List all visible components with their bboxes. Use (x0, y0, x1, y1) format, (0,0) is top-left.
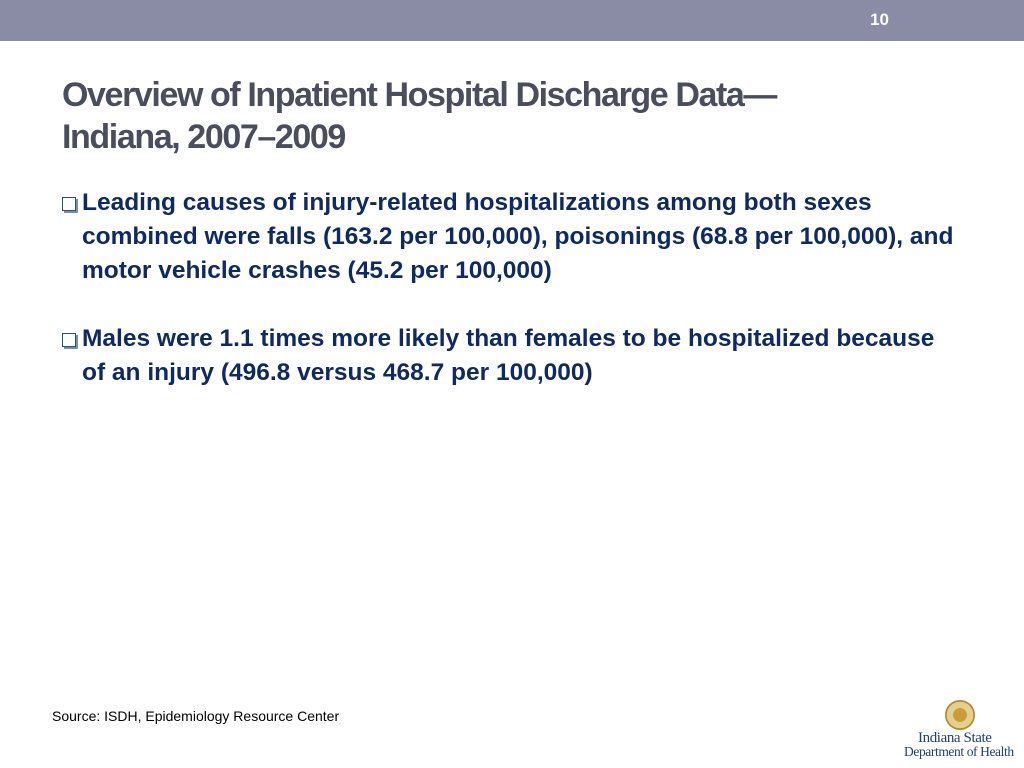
slide-number: 10 (870, 10, 889, 29)
bullet-item (62, 186, 962, 288)
bullet-text: Leading causes of injury-related hospitalizations among both sexes combined were falls (163.2 per 100,000), poisonings (68.8 per 100,000), and motor vehicle crashes (45.2 per 100,000) (82, 189, 954, 284)
state-seal-icon (945, 700, 975, 730)
top-bar (0, 0, 1024, 41)
isdh-logo (904, 700, 1016, 760)
checkbox-bullet-icon (62, 333, 76, 347)
slide-title-line-2: Indiana, 2007–2009 (62, 118, 345, 156)
bullet-text: Males were 1.1 times more likely than females to be hospitalized because of an injury (496.8 versus 468.7 per 100,000) (82, 325, 935, 386)
bullet-list (62, 186, 962, 424)
logo-text-line-1: Indiana State (918, 730, 992, 746)
bullet-item (62, 322, 962, 390)
slide-title (62, 74, 902, 158)
checkbox-bullet-icon (62, 197, 76, 211)
slide-title-line-1: Overview of Inpatient Hospital Discharge Data— (62, 76, 777, 114)
logo-text-line-2: Department of Health (904, 744, 1014, 759)
source-note: Source: ISDH, Epidemiology Resource Center (52, 708, 340, 724)
